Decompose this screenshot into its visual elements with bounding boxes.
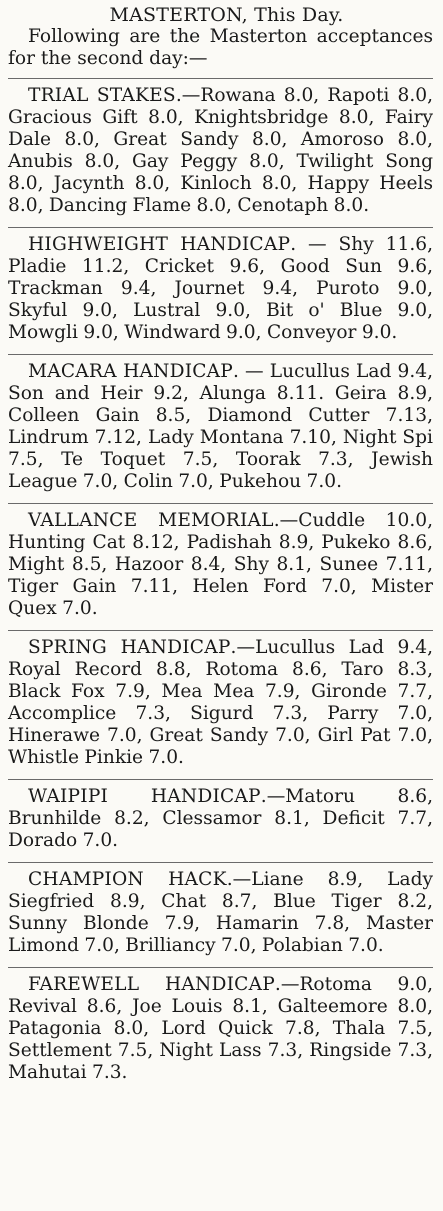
race-title: FAREWELL HANDICAP (28, 974, 275, 995)
race-macara-handicap (8, 354, 433, 503)
race-separator: . — (233, 361, 270, 382)
race-entries: Matoru 8.6, Brunhilde 8.2, Clessamor 8.1, Deficit 7.7, Dorado 7.0. (8, 786, 433, 851)
race-entries: Lucullus Lad 9.4, Royal Record 8.8, Rotoma 8.6, Taro 8.3, Black Fox 7.9, Mea Mea 7.9, Gironde 7.7, Accomplice 7.3, Sigurd 7.3, Parry 7.0, Hinerawe 7.0, Great Sandy 7.0, Girl Pat 7.0, Whistle Pinkie 7.0. (8, 637, 433, 768)
race-separator: . — (290, 234, 339, 255)
race-entries: Rowana 8.0, Rapoti 8.0, Gracious Gift 8.0, Knightsbridge 8.0, Fairy Dale 8.0, Great Sandy 8.0, Amoroso 8.0, Anubis 8.0, Gay Peggy 8.0, Twilight Song 8.0, Jacynth 8.0, Kinloch 8.0, Happy Heels 8.0, Dancing Flame 8.0, Cenotaph 8.0. (8, 85, 433, 216)
race-entries: Lucullus Lad 9.4, Son and Heir 9.2, Alunga 8.11. Geira 8.9, Colleen Gain 8.5, Diamond Cutter 7.13, Lindrum 7.12, Lady Montana 7.10, Night Spi 7.5, Te Toquet 7.5, Toorak 7.3, Jewish League 7.0, Colin 7.0, Pukehou 7.0. (8, 361, 433, 492)
race-separator: .— (274, 974, 300, 995)
race-separator: .— (273, 510, 299, 531)
race-highweight-handicap (8, 227, 433, 354)
race-spring-handicap (8, 630, 433, 779)
race-title: HIGHWEIGHT HANDICAP (28, 234, 291, 255)
race-farewell-handicap (8, 967, 433, 1094)
race-title: MACARA HANDICAP (28, 361, 234, 382)
race-entries: Liane 8.9, Lady Siegfried 8.9, Chat 8.7, Blue Tiger 8.2, Sunny Blonde 7.9, Hamarin 7.8, Master Limond 7.0, Brilliancy 7.0, Polabian 7.0. (8, 869, 433, 956)
race-separator: .— (226, 869, 252, 890)
race-entries: Cuddle 10.0, Hunting Cat 8.12, Padishah 8.9, Pukeko 8.6, Might 8.5, Hazoor 8.4, Shy 8.1, Sunee 7.11, Tiger Gain 7.11, Helen Ford 7.0, Mister Quex 7.0. (8, 510, 433, 619)
race-title: SPRING HANDICAP (28, 637, 231, 658)
race-title: WAIPIPI HANDICAP (28, 786, 261, 807)
race-vallance-memorial (8, 503, 433, 630)
race-waipipi-handicap (8, 779, 433, 862)
race-separator: .— (175, 85, 201, 106)
race-title: TRIAL STAKES (28, 85, 176, 106)
race-title: CHAMPION HACK (28, 869, 227, 890)
article-headline: MASTERTON, This Day. (109, 4, 344, 26)
race-trial-stakes (8, 78, 433, 227)
race-champion-hack (8, 862, 433, 967)
race-separator: .— (230, 637, 256, 658)
article-intro: Following are the Masterton acceptances for the second day:— (8, 26, 433, 69)
race-separator: .— (260, 786, 286, 807)
race-title: VALLANCE MEMORIAL (28, 510, 274, 531)
race-entries: Shy 11.6, Pladie 11.2, Cricket 9.6, Good Sun 9.6, Trackman 9.4, Journet 9.4, Puroto 9.0, Skyful 9.0, Lustral 9.0, Bit o' Blue 9.0, Mowgli 9.0, Windward 9.0, Conveyor 9.0. (8, 234, 433, 343)
race-entries: Rotoma 9.0, Revival 8.6, Joe Louis 8.1, Galteemore 8.0, Patagonia 8.0, Lord Quick 7.8, Thala 7.5, Settlement 7.5, Night Lass 7.3, Ringside 7.3, Mahutai 7.3. (8, 974, 434, 1083)
